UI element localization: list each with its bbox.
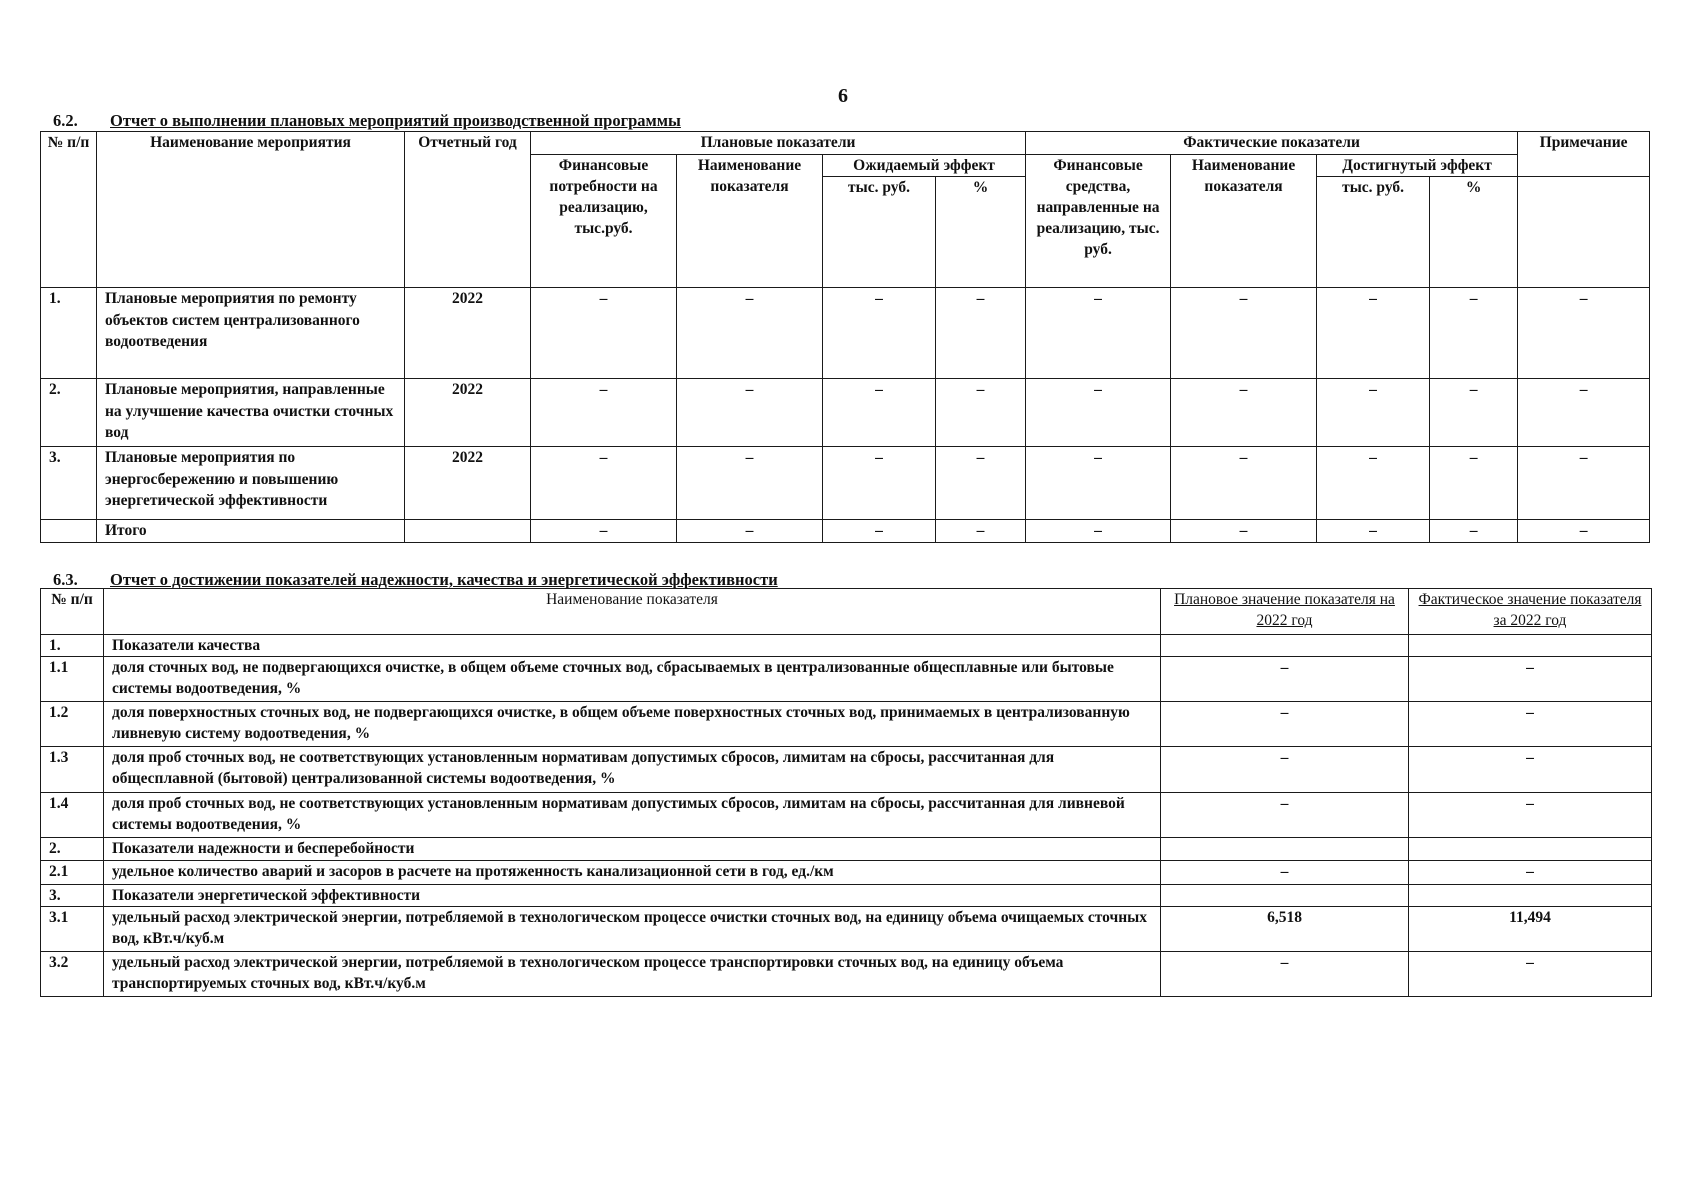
- cell-value: –: [531, 288, 677, 379]
- row-fact: 11,494: [1409, 907, 1652, 952]
- row-plan: –: [1161, 952, 1409, 997]
- cell-value: –: [823, 520, 936, 543]
- cell-value: –: [1430, 520, 1518, 543]
- cell-value: –: [823, 379, 936, 447]
- row-fact: –: [1409, 702, 1652, 747]
- row-indicator: доля проб сточных вод, не соответствующих установленным нормативам допустимых сбросов, лимитам на сбросы, рассчитанная для ливневой системы водоотведения, %: [104, 793, 1161, 838]
- section-63-title: [53, 570, 778, 590]
- total-num-empty: [41, 520, 97, 543]
- cell-value: –: [1430, 288, 1518, 379]
- section-62-number: 6.2.: [53, 111, 78, 130]
- header-fact-value: Фактическое значение показателя за 2022 год: [1409, 589, 1652, 635]
- row-fact: –: [1409, 952, 1652, 997]
- row-indicator: Показатели энергетической эффективности: [104, 885, 1161, 907]
- row-fact: –: [1409, 747, 1652, 793]
- row-indicator: доля проб сточных вод, не соответствующих установленным нормативам допустимых сбросов, лимитам на сбросы, рассчитанная для общесплавной (бытовой) централизованной системы водоотведения, %: [104, 747, 1161, 793]
- row-fact: [1409, 885, 1652, 907]
- row-plan: 6,518: [1161, 907, 1409, 952]
- cell-value: –: [531, 520, 677, 543]
- header-num: № п/п: [41, 132, 97, 288]
- cell-value: –: [1171, 447, 1317, 520]
- cell-value: –: [936, 379, 1026, 447]
- cell-value: –: [1317, 288, 1430, 379]
- header-fact-finance: Финансовые средства, направленные на реализацию, тыс. руб.: [1026, 155, 1171, 288]
- cell-value: –: [823, 288, 936, 379]
- row-plan: [1161, 838, 1409, 861]
- table-row: [41, 379, 1650, 447]
- row-plan: –: [1161, 702, 1409, 747]
- header-measure-name: Наименование мероприятия: [97, 132, 405, 288]
- page-number: 6: [838, 85, 848, 107]
- header-note: Примечание: [1518, 132, 1650, 177]
- planned-measures-table: [40, 131, 1650, 543]
- header-plan-rub: тыс. руб.: [823, 177, 936, 288]
- table-row: [41, 288, 1650, 379]
- cell-value: –: [1430, 379, 1518, 447]
- cell-value: –: [823, 447, 936, 520]
- row-indicator: удельный расход электрической энергии, потребляемой в технологическом процессе очистки сточных вод, на единицу объема очищаемых сточных вод, кВт.ч/куб.м: [104, 907, 1161, 952]
- cell-value: –: [1430, 447, 1518, 520]
- cell-value: –: [1026, 447, 1171, 520]
- cell-value: –: [1317, 520, 1430, 543]
- cell-value: –: [936, 447, 1026, 520]
- row-indicator: Показатели качества: [104, 635, 1161, 657]
- table-row: [41, 657, 1652, 702]
- row-plan: –: [1161, 793, 1409, 838]
- table-row: [41, 907, 1652, 952]
- row-year: 2022: [405, 288, 531, 379]
- section-62-title: [53, 111, 681, 131]
- row-fact: [1409, 635, 1652, 657]
- row-num: 2.: [41, 838, 104, 861]
- row-year: 2022: [405, 379, 531, 447]
- row-indicator: доля сточных вод, не подвергающихся очистке, в общем объеме сточных вод, сбрасываемых в централизованные общесплавные или бытовые системы водоотведения, %: [104, 657, 1161, 702]
- row-num: 1.1: [41, 657, 104, 702]
- cell-value: –: [677, 520, 823, 543]
- table-row: [41, 838, 1652, 861]
- cell-value: –: [1026, 379, 1171, 447]
- row-measure-name: Плановые мероприятия, направленные на улучшение качества очистки сточных вод: [97, 379, 405, 447]
- row-indicator: удельное количество аварий и засоров в расчете на протяженность канализационной сети в год, ед./км: [104, 861, 1161, 885]
- row-num: 1.4: [41, 793, 104, 838]
- cell-value: –: [677, 447, 823, 520]
- header-plan-pct: %: [936, 177, 1026, 288]
- header-num: № п/п: [41, 589, 104, 635]
- header-fact-pct: %: [1430, 177, 1518, 288]
- row-fact: [1409, 838, 1652, 861]
- cell-value: –: [531, 447, 677, 520]
- row-num: 1.: [41, 288, 97, 379]
- header-note-empty: [1518, 177, 1650, 288]
- row-plan: –: [1161, 657, 1409, 702]
- row-plan: –: [1161, 747, 1409, 793]
- row-num: 3.1: [41, 907, 104, 952]
- cell-value: –: [1317, 379, 1430, 447]
- cell-value: –: [936, 520, 1026, 543]
- cell-value: –: [1026, 520, 1171, 543]
- row-measure-name: Плановые мероприятия по ремонту объектов систем централизованного водоотведения: [97, 288, 405, 379]
- row-num: 3.: [41, 885, 104, 907]
- cell-value: –: [1518, 447, 1650, 520]
- section-62-title-text: Отчет о выполнении плановых мероприятий производственной программы: [110, 111, 681, 130]
- cell-value: –: [936, 288, 1026, 379]
- section-63-title-text: Отчет о достижении показателей надежности, качества и энергетической эффективности: [110, 570, 778, 589]
- cell-value: –: [1518, 520, 1650, 543]
- table-row: [41, 952, 1652, 997]
- cell-value: –: [531, 379, 677, 447]
- row-num: 1.2: [41, 702, 104, 747]
- row-fact: –: [1409, 793, 1652, 838]
- row-num: 3.: [41, 447, 97, 520]
- total-year-empty: [405, 520, 531, 543]
- cell-value: –: [1518, 379, 1650, 447]
- row-indicator: Показатели надежности и бесперебойности: [104, 838, 1161, 861]
- header-plan-finance: Финансовые потребности на реализацию, тыс.руб.: [531, 155, 677, 288]
- cell-value: –: [1026, 288, 1171, 379]
- header-achieved-effect: Достигнутый эффект: [1317, 155, 1518, 177]
- row-num: 1.3: [41, 747, 104, 793]
- row-plan: [1161, 885, 1409, 907]
- cell-value: –: [677, 288, 823, 379]
- total-label: Итого: [97, 520, 405, 543]
- header-report-year: Отчетный год: [405, 132, 531, 288]
- cell-value: –: [1518, 288, 1650, 379]
- header-fact-indicator: Наименование показателя: [1171, 155, 1317, 288]
- table-row: [41, 861, 1652, 885]
- cell-value: –: [1171, 288, 1317, 379]
- cell-value: –: [677, 379, 823, 447]
- indicators-table: [40, 588, 1652, 997]
- header-planned: Плановые показатели: [531, 132, 1026, 155]
- row-year: 2022: [405, 447, 531, 520]
- total-row: [41, 520, 1650, 543]
- section-63-number: 6.3.: [53, 570, 78, 589]
- row-num: 3.2: [41, 952, 104, 997]
- header-fact-rub: тыс. руб.: [1317, 177, 1430, 288]
- table-row: [41, 885, 1652, 907]
- table-row: [41, 702, 1652, 747]
- header-actual: Фактические показатели: [1026, 132, 1518, 155]
- header-plan-value: Плановое значение показателя на 2022 год: [1161, 589, 1409, 635]
- row-indicator: удельный расход электрической энергии, потребляемой в технологическом процессе транспортировки сточных вод, на единицу объема транспортируемых сточных вод, кВт.ч/куб.м: [104, 952, 1161, 997]
- row-fact: –: [1409, 861, 1652, 885]
- row-indicator: доля поверхностных сточных вод, не подвергающихся очистке, в общем объеме поверхностных сточных вод, принимаемых в централизованную ливневую систему водоотведения, %: [104, 702, 1161, 747]
- header-expected-effect: Ожидаемый эффект: [823, 155, 1026, 177]
- cell-value: –: [1171, 379, 1317, 447]
- row-num: 2.: [41, 379, 97, 447]
- cell-value: –: [1317, 447, 1430, 520]
- row-num: 1.: [41, 635, 104, 657]
- table-row: [41, 635, 1652, 657]
- table-row: [41, 793, 1652, 838]
- row-plan: –: [1161, 861, 1409, 885]
- row-fact: –: [1409, 657, 1652, 702]
- table-row: [41, 447, 1650, 520]
- header-plan-indicator: Наименование показателя: [677, 155, 823, 288]
- row-measure-name: Плановые мероприятия по энергосбережению и повышению энергетической эффективности: [97, 447, 405, 520]
- header-indicator-name: Наименование показателя: [104, 589, 1161, 635]
- row-plan: [1161, 635, 1409, 657]
- cell-value: –: [1171, 520, 1317, 543]
- table-row: [41, 747, 1652, 793]
- row-num: 2.1: [41, 861, 104, 885]
